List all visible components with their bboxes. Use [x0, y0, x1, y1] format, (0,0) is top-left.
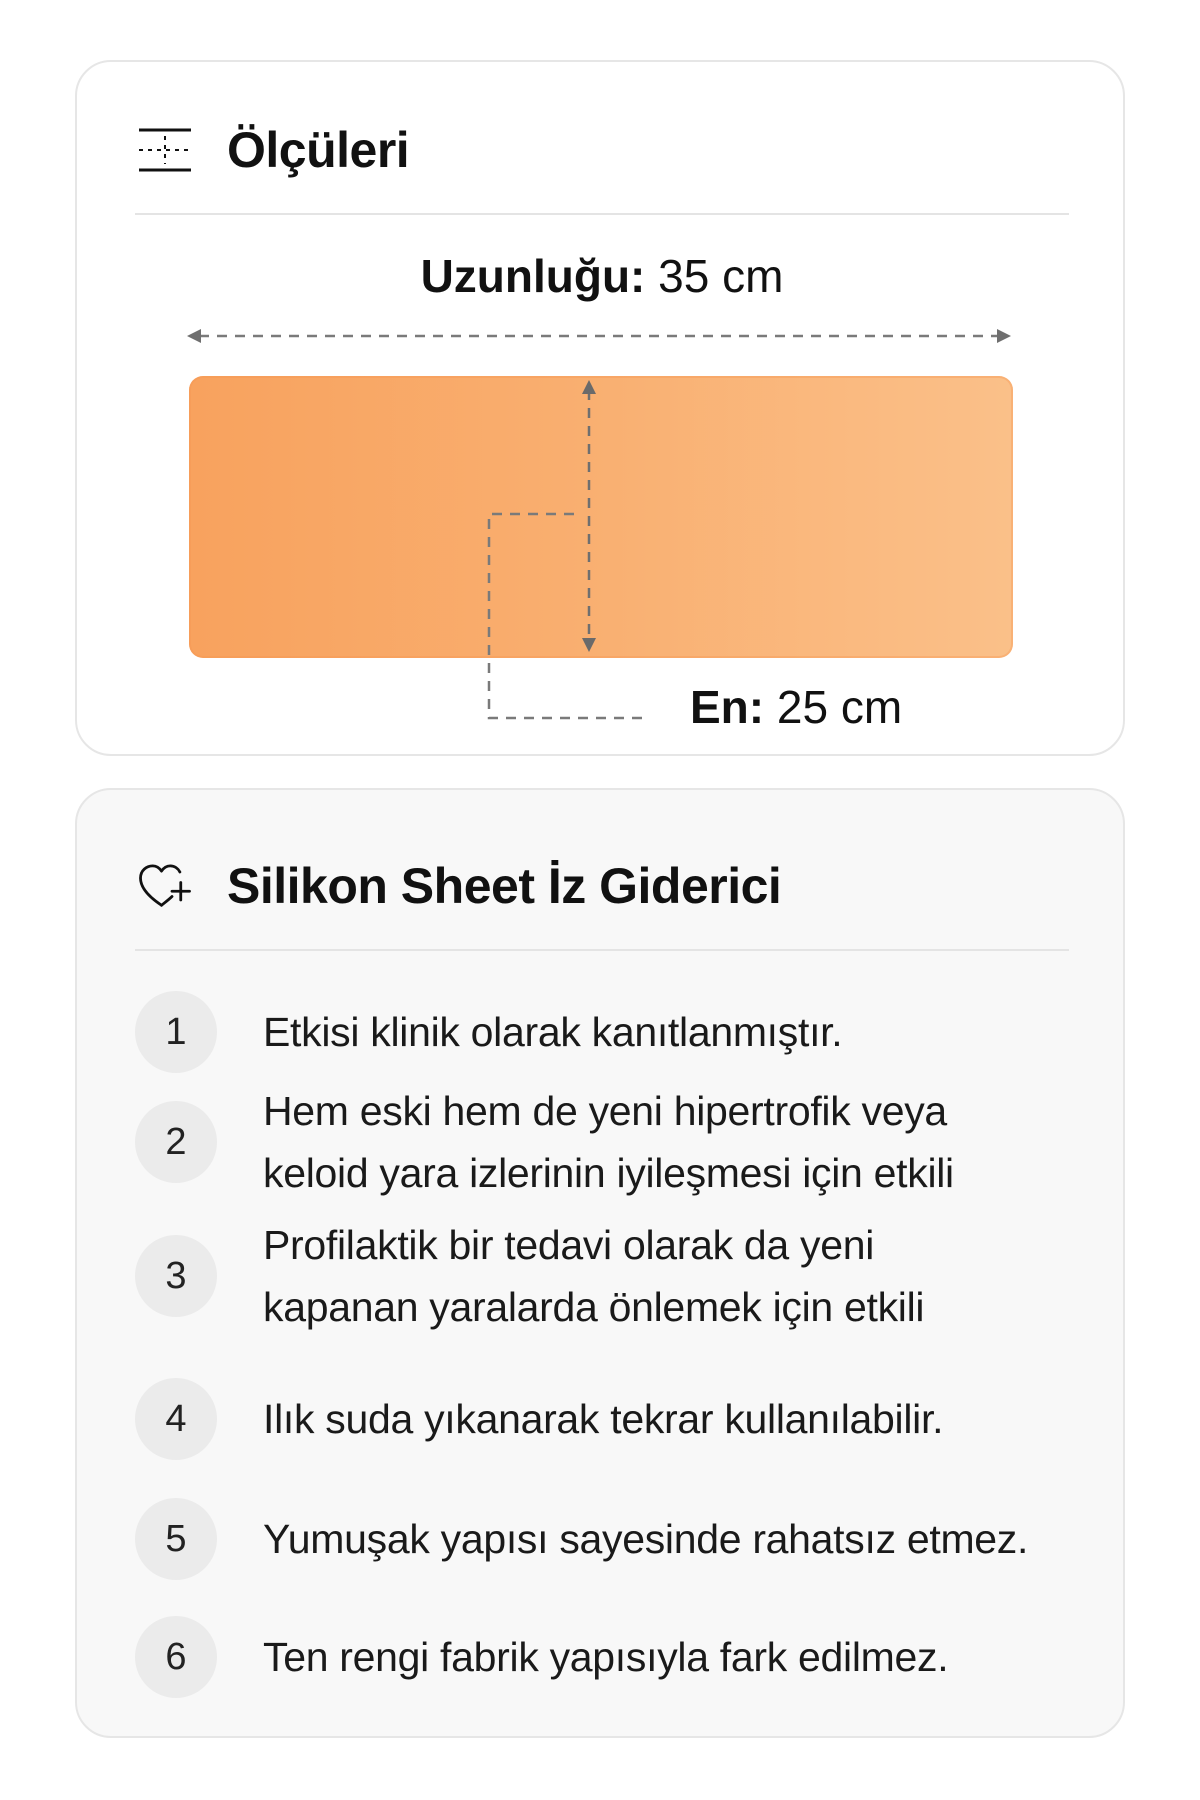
dimensions-title: Ölçüleri	[227, 122, 410, 178]
list-item	[135, 991, 1095, 1073]
item-text: Profilaktik bir tedavi olarak da yeni kapanan yaralarda önlemek için etkili	[263, 1222, 925, 1330]
width-label	[690, 680, 902, 734]
item-number: 5	[135, 1498, 217, 1580]
dimension-lines	[77, 62, 1127, 758]
width-arrow	[582, 380, 596, 652]
features-card	[75, 788, 1125, 1738]
item-text: Hem eski hem de yeni hipertrofik veya keloid yara izlerinin iyileşmesi için etkili	[263, 1088, 954, 1196]
item-number: 2	[135, 1101, 217, 1183]
list-item	[135, 1498, 1095, 1580]
list-item	[135, 1378, 1095, 1460]
width-leader-line	[489, 514, 642, 718]
features-title: Silikon Sheet İz Giderici	[227, 858, 782, 914]
length-label-key: Uzunluğu:	[420, 250, 646, 302]
dimensions-card	[75, 60, 1125, 756]
item-number: 4	[135, 1378, 217, 1460]
heart-plus-icon	[137, 858, 193, 914]
list-item	[135, 1080, 1095, 1204]
list-item	[135, 1214, 1095, 1338]
item-text: Ten rengi fabrik yapısıyla fark edilmez.	[263, 1634, 949, 1680]
length-value: 35 cm	[645, 250, 784, 302]
item-text: Etkisi klinik olarak kanıtlanmıştır.	[263, 1009, 843, 1055]
item-text: Yumuşak yapısı sayesinde rahatsız etmez.	[263, 1516, 1029, 1562]
length-arrow	[187, 329, 1011, 343]
item-number: 1	[135, 991, 217, 1073]
width-label-key: En:	[690, 681, 765, 733]
width-value: 25 cm	[764, 681, 903, 733]
divider	[135, 949, 1069, 951]
item-number: 3	[135, 1235, 217, 1317]
features-header	[137, 836, 781, 936]
item-number: 6	[135, 1616, 217, 1698]
list-item	[135, 1616, 1095, 1698]
item-text: Ilık suda yıkanarak tekrar kullanılabilir.	[263, 1396, 944, 1442]
